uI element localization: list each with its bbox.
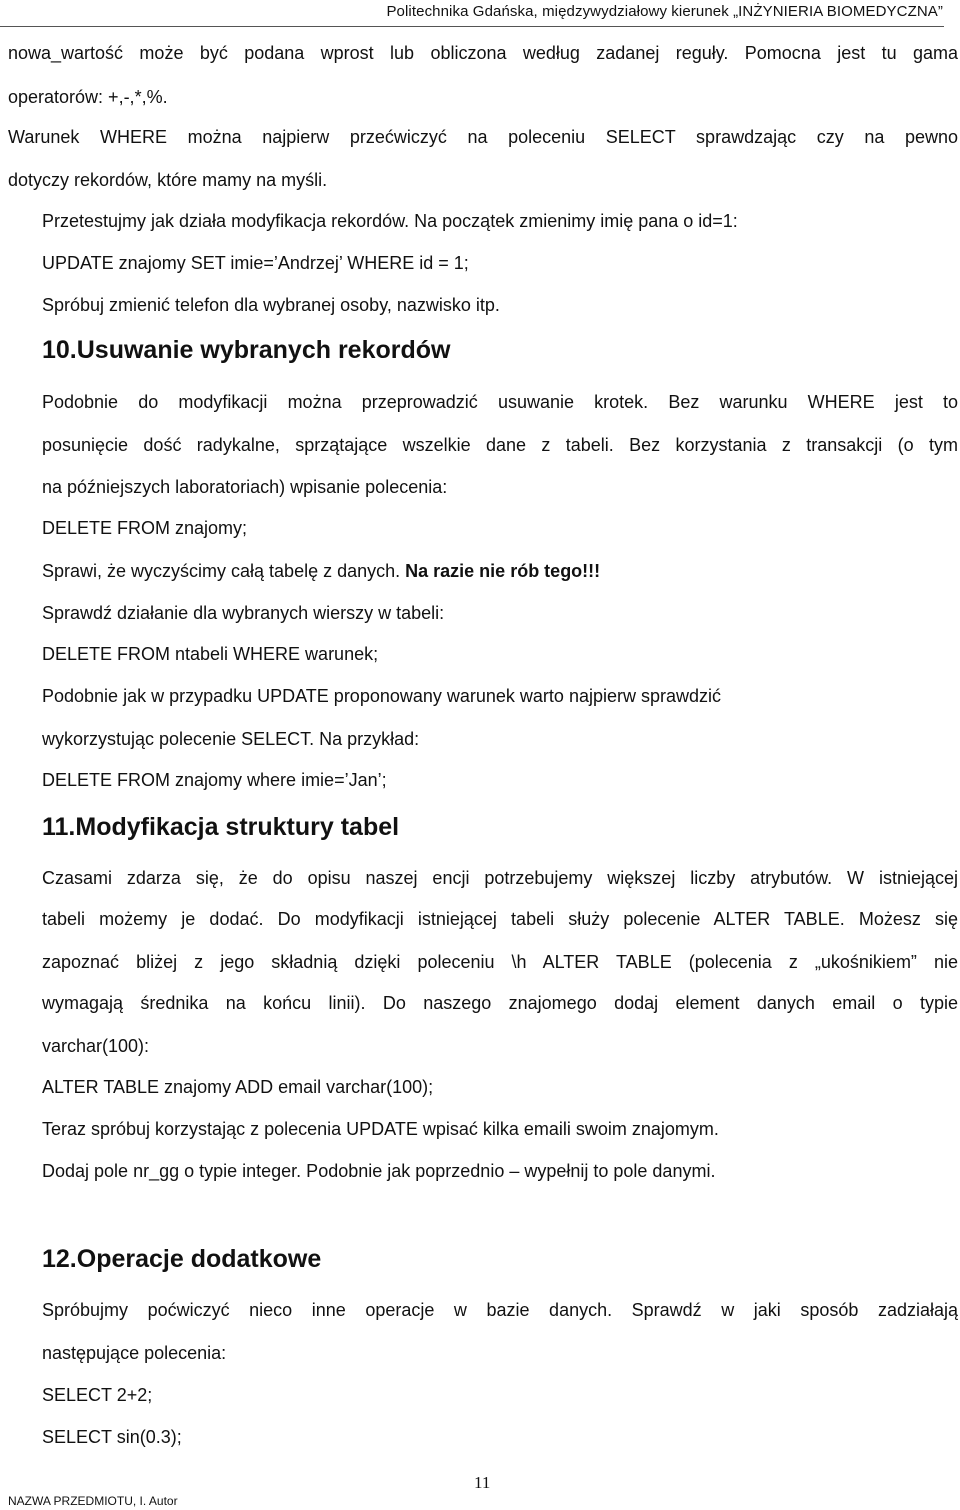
paragraph-line: Spróbuj zmienić telefon dla wybranej osoby, nazwisko itp.: [42, 295, 500, 315]
page-number: 11: [474, 1473, 491, 1492]
warning-bold-text: Na razie nie rób tego!!!: [405, 561, 601, 581]
code-line: DELETE FROM znajomy;: [42, 518, 248, 538]
paragraph-line: [42, 560, 600, 582]
paragraph-line: nowa_wartość może być podana wprost lub obliczona według zadanej reguły. Pomocna jest tu gama: [8, 43, 958, 63]
code-line: DELETE FROM ntabeli WHERE warunek;: [42, 644, 379, 664]
paragraph-line: Sprawdź działanie dla wybranych wierszy w tabeli:: [42, 603, 445, 623]
section-heading: 11.Modyfikacja struktury tabel: [42, 813, 400, 841]
paragraph-line: Teraz spróbuj korzystając z polecenia UPDATE wpisać kilka emaili swoim znajomym.: [42, 1119, 719, 1139]
paragraph-line: posunięcie dość radykalne, sprzątające wszelkie dane z tabeli. Bez korzystania z transakcji (o tym: [42, 435, 958, 455]
paragraph-line: Czasami zdarza się, że do opisu naszej encji potrzebujemy większej liczby atrybutów. W istniejącej: [42, 868, 958, 888]
header-rule: [0, 26, 944, 27]
paragraph-line: Warunek WHERE można najpierw przećwiczyć na poleceniu SELECT sprawdzając czy na pewno: [8, 127, 958, 147]
code-line: UPDATE znajomy SET imie=’Andrzej’ WHERE id = 1;: [42, 253, 469, 273]
paragraph-line: Spróbujmy poćwiczyć nieco inne operacje w bazie danych. Sprawdź w jaki sposób zadziałają: [42, 1300, 958, 1320]
paragraph-line: tabeli możemy je dodać. Do modyfikacji istniejącej tabeli służy polecenie ALTER TABLE. Możesz się: [42, 909, 958, 929]
paragraph-line: zapoznać bliżej z jego składnią dzięki poleceniu \h ALTER TABLE (polecenia z „ukośnikiem” nie: [42, 952, 958, 972]
page-header: Politechnika Gdańska, międzywydziałowy kierunek „INŻYNIERIA BIOMEDYCZNA”: [386, 3, 943, 20]
paragraph-line: Przetestujmy jak działa modyfikacja rekordów. Na początek zmienimy imię pana o id=1:: [42, 211, 738, 231]
paragraph-line: Podobnie jak w przypadku UPDATE proponowany warunek warto najpierw sprawdzić: [42, 686, 721, 706]
footer-text: NAZWA PRZEDMIOTU, I. Autor: [8, 1494, 178, 1508]
section-heading: 12.Operacje dodatkowe: [42, 1245, 322, 1273]
paragraph-line: dotyczy rekordów, które mamy na myśli.: [8, 170, 328, 190]
code-line: SELECT 2+2;: [42, 1385, 153, 1405]
code-line: ALTER TABLE znajomy ADD email varchar(100);: [42, 1077, 434, 1097]
code-line: DELETE FROM znajomy where imie=’Jan’;: [42, 770, 387, 790]
paragraph-line: operatorów: +,-,*,%.: [8, 87, 168, 107]
paragraph-line: na późniejszych laboratoriach) wpisanie polecenia:: [42, 477, 448, 497]
code-line: SELECT sin(0.3);: [42, 1427, 182, 1447]
warning-lead-text: Sprawi, że wyczyścimy całą tabelę z danych.: [42, 561, 406, 581]
paragraph-line: następujące polecenia:: [42, 1343, 227, 1363]
paragraph-line: wykorzystując polecenie SELECT. Na przykład:: [42, 729, 420, 749]
paragraph-line: Dodaj pole nr_gg o typie integer. Podobnie jak poprzednio – wypełnij to pole danymi.: [42, 1161, 716, 1181]
paragraph-line: wymagają średnika na końcu linii). Do naszego znajomego dodaj element danych email o typie: [42, 993, 958, 1013]
section-heading: 10.Usuwanie wybranych rekordów: [42, 336, 451, 364]
paragraph-line: Podobnie do modyfikacji można przeprowadzić usuwanie krotek. Bez warunku WHERE jest to: [42, 392, 958, 412]
paragraph-line: varchar(100):: [42, 1036, 150, 1056]
